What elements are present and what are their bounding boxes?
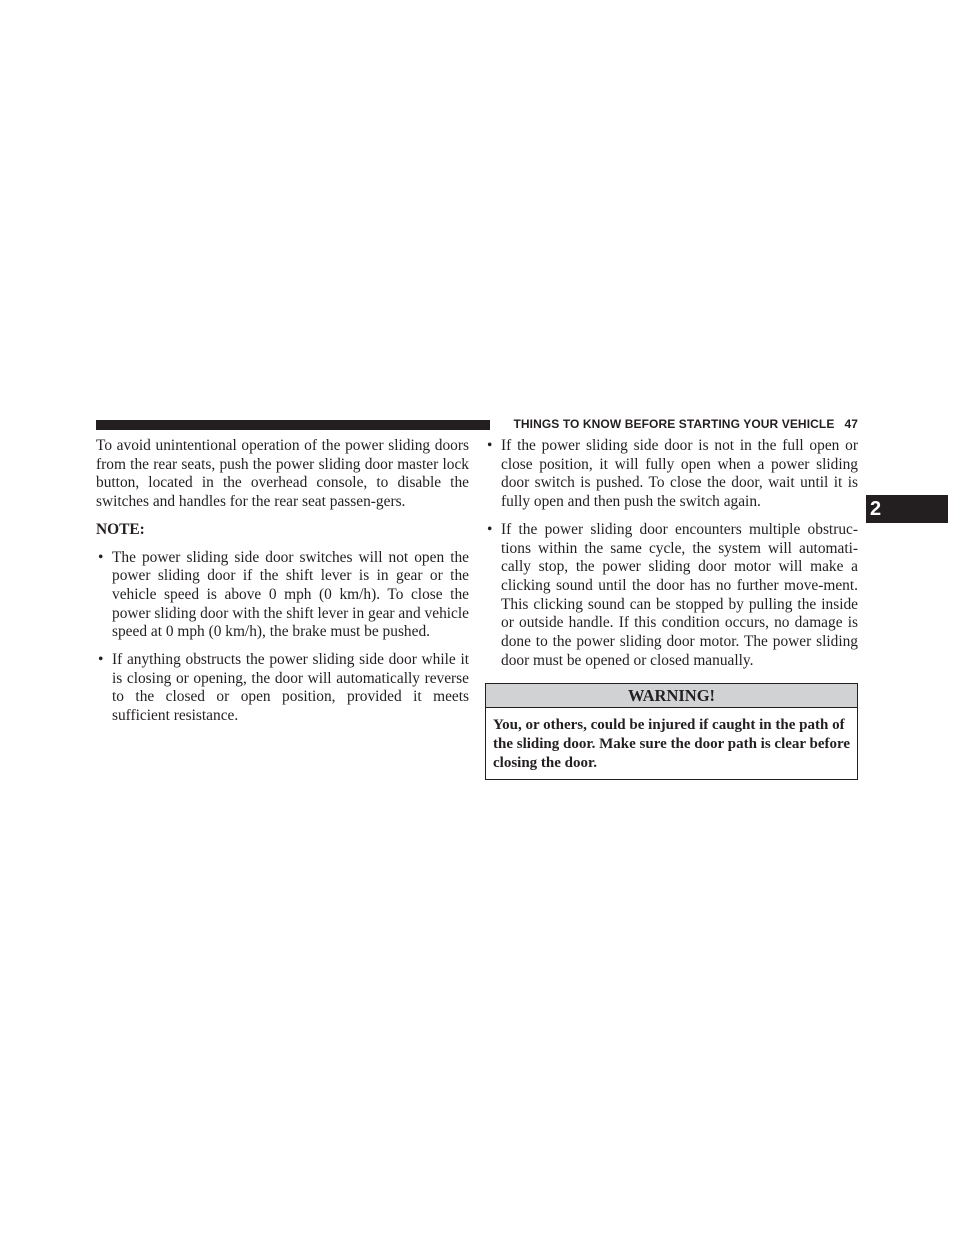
bullet-icon: • — [487, 437, 493, 454]
bullet-icon: • — [98, 651, 104, 669]
list-item: • The power sliding side door switches will not open the power sliding door if the shift lever is in gear or the vehicle speed is above 0 mph (0 km/h). To close the power sliding door with the shift lever in gear and vehicle speed at 0 mph (0 km/h), the brake must be pushed. — [98, 548, 469, 641]
left-column — [96, 437, 469, 735]
chapter-tab: 2 — [866, 495, 948, 523]
bullet-icon: • — [98, 548, 104, 566]
right-column — [485, 437, 858, 780]
list-item: • If the power sliding door encounters multiple obstruc-tions within the same cycle, the system will automati-cally stop, the power sliding door motor will make a clicking sound until the door has no further move-ment. This clicking sound can be stopped by pulling the inside or outside handle. If this condition occurs, no damage is done to the power sliding door motor. The power sliding door must be opened or closed manually. — [487, 520, 858, 669]
note-bullet-list — [96, 549, 469, 726]
note-label: NOTE: — [96, 520, 145, 538]
page-number: 47 — [844, 417, 858, 431]
bullet-icon: • — [487, 520, 493, 538]
warning-body: You, or others, could be injured if caught in the path of the sliding door. Make sure the door path is clear before closing the door. — [493, 717, 851, 771]
intro-paragraph: To avoid unintentional operation of the power sliding doors from the rear seats, push the power sliding door master lock button, located in the overhead console, to disable the switches and handles for the rear seat passen-gers. — [96, 437, 469, 511]
warning-title: WARNING! — [486, 684, 857, 708]
running-header — [500, 417, 858, 431]
header-rule — [96, 420, 490, 430]
section-title: THINGS TO KNOW BEFORE STARTING YOUR VEHICLE — [513, 417, 835, 431]
list-item: • If the power sliding side door is not in the full open or close position, it will fully open when a power sliding door switch is pushed. To close the door, wait until it is fully open and then push the switch again. — [487, 437, 858, 511]
warning-box — [485, 683, 858, 780]
list-item: • If anything obstructs the power sliding side door while it is closing or opening, the door will automatically reverse to the closed or open position, provided it meets sufficient resistance. — [98, 651, 469, 725]
right-bullet-list — [485, 437, 858, 670]
